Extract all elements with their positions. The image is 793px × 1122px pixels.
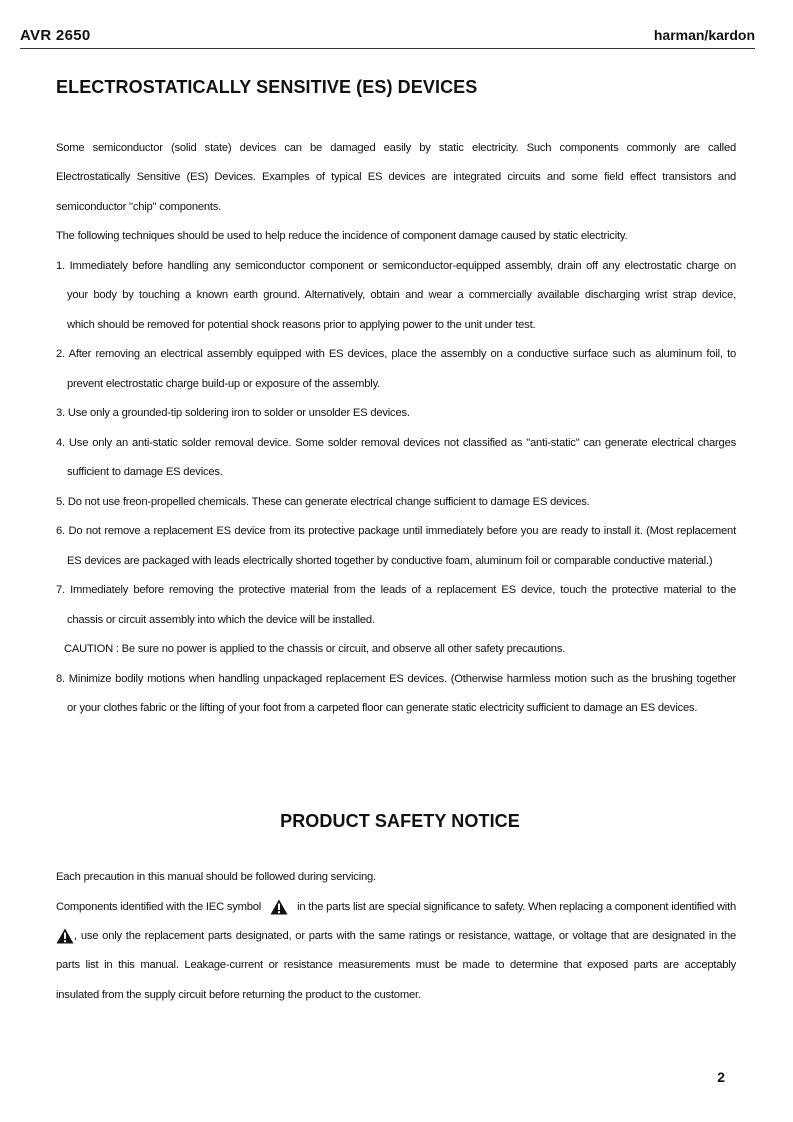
ps-iec-text-a: Components identified with the IEC symbol	[56, 901, 262, 913]
es-item-7-cont: chassis or circuit assembly into which the device will be installed.	[67, 614, 375, 626]
es-techniques-intro: The following techniques should be used to help reduce the incidence of component damage caused by static electricity.	[56, 230, 628, 242]
es-item-5: 5. Do not use freon-propelled chemicals. These can generate electrical change sufficient to damage ES devices.	[56, 496, 590, 508]
es-item-7: 7. Immediately before removing the protective material from the leads of a replacement ES device, touch the protective material to the	[56, 584, 736, 596]
es-item-4: 4. Use only an anti-static solder removal device. Some solder removal devices not classified as "anti-static" can generate electrical charges	[56, 437, 736, 449]
es-item-8-cont: or your clothes fabric or the lifting of your foot from a carpeted floor can generate static electricity sufficient to damage an ES devices.	[67, 702, 698, 714]
brand-name: harman/kardon	[653, 27, 755, 43]
ps-iec-text-b: in the parts list are special significance to safety. When replacing a component identified with	[297, 901, 736, 913]
ps-line: Each precaution in this manual should be followed during servicing.	[56, 871, 376, 883]
es-intro-line: Some semiconductor (solid state) devices can be damaged easily by static electricity. Such components commonly are called	[56, 142, 736, 154]
ps-line-3-text: , use only the replacement parts designated, or parts with the same ratings or resistance, wattage, or voltage that are designated in the	[74, 930, 736, 942]
es-caution: CAUTION : Be sure no power is applied to the chassis or circuit, and observe all other safety precautions.	[64, 643, 566, 655]
es-intro-line: Electrostatically Sensitive (ES) Devices. Examples of typical ES devices are integrated circuits and some field effect transistors and	[56, 171, 736, 183]
ps-section-title: PRODUCT SAFETY NOTICE	[280, 811, 520, 831]
page-number: 2	[717, 1069, 725, 1085]
es-item-1: 1. Immediately before handling any semiconductor component or semiconductor-equipped assembly, drain off any electrostatic charge on	[56, 260, 736, 272]
es-item-6-cont: ES devices are packaged with leads electrically shorted together by conductive foam, aluminum foil or comparable conductive material.)	[67, 555, 713, 567]
warning-triangle-icon	[270, 899, 288, 915]
es-item-1-cont: your body by touching a known earth ground. Alternatively, obtain and wear a commercially available discharging wrist strap device,	[67, 289, 736, 301]
es-intro-line: semiconductor "chip" components.	[56, 201, 222, 213]
es-item-6: 6. Do not remove a replacement ES device from its protective package until immediately before you are ready to install it. (Most replacement	[56, 525, 736, 537]
es-item-3: 3. Use only a grounded-tip soldering iron to solder or unsolder ES devices.	[56, 407, 410, 419]
ps-line: parts list in this manual. Leakage-current or resistance measurements must be made to determine that exposed parts are acceptably	[56, 959, 736, 971]
es-item-8: 8. Minimize bodily motions when handling unpackaged replacement ES devices. (Otherwise harmless motion such as the brushing together	[56, 673, 736, 685]
es-item-1-cont: which should be removed for potential shock reasons prior to applying power to the unit under test.	[67, 319, 536, 331]
es-item-2: 2. After removing an electrical assembly equipped with ES devices, place the assembly on a conductive surface such as aluminum foil, to	[56, 348, 736, 360]
warning-triangle-icon	[56, 928, 74, 944]
header-rule	[20, 48, 755, 49]
ps-iec-line	[56, 899, 736, 915]
ps-line: insulated from the supply circuit before returning the product to the customer.	[56, 989, 421, 1001]
model-name: AVR 2650	[20, 27, 91, 44]
ps-line-3	[56, 928, 736, 944]
es-item-4-cont: sufficient to damage ES devices.	[67, 466, 223, 478]
es-section-title: ELECTROSTATICALLY SENSITIVE (ES) DEVICES	[56, 77, 478, 97]
es-item-2-cont: prevent electrostatic charge build-up or exposure of the assembly.	[67, 378, 381, 390]
